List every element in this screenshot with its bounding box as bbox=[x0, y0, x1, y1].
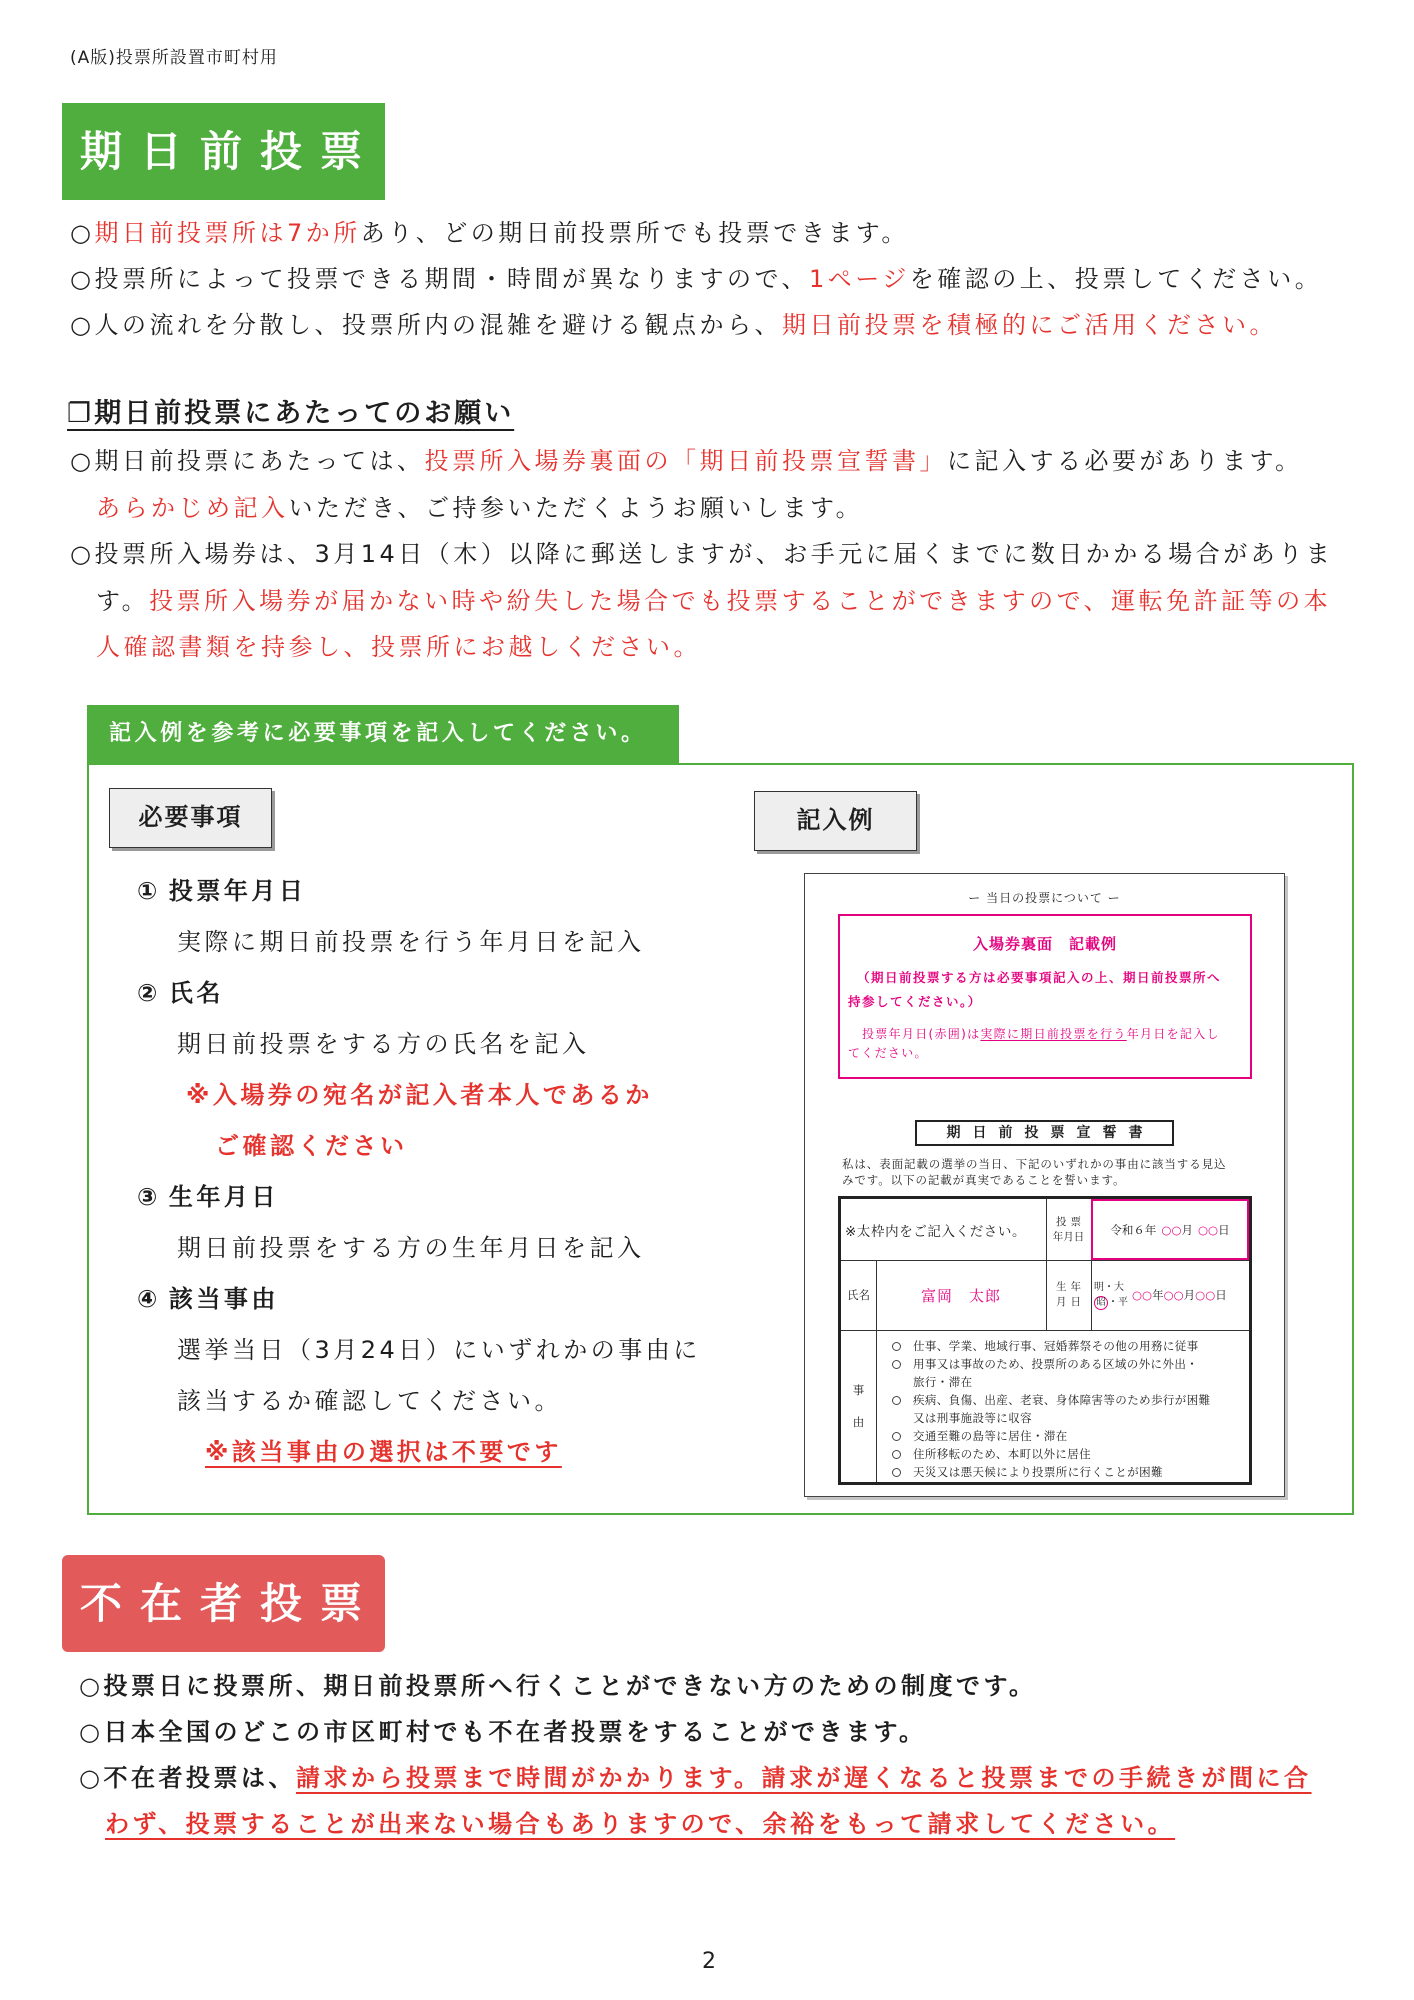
form-instruction: ※太枠内をご記入ください。 bbox=[845, 1223, 1027, 1240]
oath-text-line: みです。以下の記載が真実であることを誓います。 bbox=[842, 1173, 1126, 1187]
vote-date-value bbox=[1091, 1199, 1249, 1260]
option-circle-icon bbox=[892, 1432, 901, 1441]
item-note: ※入場券の宛名が記入者本人であるか bbox=[186, 1081, 653, 1109]
required-items-list bbox=[137, 866, 787, 1478]
reason-text bbox=[913, 1337, 1199, 1355]
sample-notice-box bbox=[838, 914, 1252, 1079]
reason-text-line: 交通至難の島等に居住・滞在 bbox=[913, 1429, 1068, 1443]
absentee-line bbox=[79, 1755, 1312, 1801]
absentee-voting-title: 不在者投票 bbox=[62, 1555, 385, 1652]
reason-option bbox=[892, 1391, 1247, 1427]
highlight-text: あらかじめ記入 bbox=[96, 493, 289, 522]
request-line bbox=[70, 485, 1333, 532]
required-items-label: 必要事項 bbox=[109, 788, 272, 848]
name-value: 富岡 太郎 bbox=[920, 1286, 1001, 1305]
era-option-text: ・平 bbox=[1108, 1297, 1128, 1308]
note-text: 投票年月日(赤囲)は bbox=[862, 1027, 981, 1041]
reason-text bbox=[913, 1391, 1211, 1427]
highlight-text: 期日前投票を積極的にご活用ください。 bbox=[781, 311, 1277, 339]
reason-text-line: 住所移転のため、本町以外に居住 bbox=[913, 1447, 1092, 1461]
reason-text-line: 仕事、学業、地域行事、冠婚葬祭その他の用務に従事 bbox=[913, 1339, 1199, 1353]
highlight-text: 請求から投票まで時間がかかります。請求が遅くなると投票までの手続きが間に合 bbox=[295, 1764, 1312, 1792]
line-text: ○投票所によって投票できる期間・時間が異なりますので、 bbox=[70, 265, 809, 293]
label-line: 生年 bbox=[1056, 1281, 1085, 1293]
reason-option bbox=[892, 1355, 1247, 1391]
year-unit: 年 bbox=[1152, 1288, 1164, 1302]
request-line bbox=[70, 531, 1333, 578]
item-title bbox=[137, 1274, 787, 1325]
line-text: を確認の上、投票してください。 bbox=[909, 265, 1323, 293]
item-description: 選挙当日（3月24日）にいずれかの事由に bbox=[177, 1336, 701, 1364]
item-description: 実際に期日前投票を行う年月日を記入 bbox=[177, 928, 645, 956]
info-line bbox=[70, 210, 1322, 256]
page-number: 2 bbox=[702, 1949, 716, 1974]
month-placeholder: ○○ bbox=[1161, 1222, 1182, 1237]
name-label: 氏名 bbox=[847, 1288, 870, 1302]
sample-ticket-image bbox=[804, 873, 1285, 1497]
absentee-info bbox=[79, 1663, 1312, 1847]
sample-header: ー 当日の投票について ー bbox=[968, 891, 1121, 905]
absentee-line: ○投票日に投票所、期日前投票所へ行くことができない方のための制度です。 bbox=[79, 1672, 1037, 1700]
reason-text bbox=[913, 1427, 1068, 1445]
vote-date-label bbox=[1046, 1199, 1091, 1260]
reason-option bbox=[892, 1463, 1247, 1481]
item-description: 該当するか確認してください。 bbox=[177, 1387, 562, 1415]
absentee-line: ○日本全国のどこの市区町村でも不在者投票をすることができます。 bbox=[79, 1718, 927, 1746]
item-number: ④ bbox=[137, 1285, 161, 1313]
item-note bbox=[137, 1427, 787, 1478]
item-description: 期日前投票をする方の生年月日を記入 bbox=[177, 1234, 645, 1262]
highlight-text: 人確認書類を持参し、投票所にお越しください。 bbox=[96, 633, 701, 661]
reason-text-line: 用事又は事故のため、投票所のある区域の外に外出・ bbox=[913, 1357, 1199, 1371]
guide-tab: 記入例を参考に必要事項を記入してください。 bbox=[87, 705, 679, 763]
option-circle-icon bbox=[892, 1396, 901, 1405]
circled-era: 昭 bbox=[1094, 1296, 1108, 1310]
highlight-text: 期日前投票所は7か所 bbox=[94, 219, 361, 247]
absentee-line bbox=[79, 1801, 1312, 1847]
month-unit: 月 bbox=[1181, 1222, 1193, 1237]
reason-label bbox=[841, 1330, 876, 1482]
highlight-text: 投票所入場券が届かない時や紛失した場合でも投票することができますので、運転免許証等の本 bbox=[149, 586, 1332, 615]
notice-date-note: てください。 bbox=[848, 1046, 928, 1060]
month-placeholder: ○○ bbox=[1163, 1288, 1184, 1302]
item-number: ① bbox=[137, 877, 161, 905]
row-divider bbox=[841, 1330, 1249, 1331]
line-text: ○不在者投票は、 bbox=[79, 1764, 296, 1792]
highlight-text: わず、投票することが出来ない場合もありますので、余裕をもって請求してください。 bbox=[105, 1810, 1176, 1838]
label-char: 事 bbox=[852, 1383, 865, 1397]
line-text: ○投票所入場券は、3月14日（木）以降に郵送しますが、お手元に届くまでに数日かかる場合がありま bbox=[70, 540, 1334, 568]
day-unit: 日 bbox=[1218, 1222, 1230, 1237]
reason-text bbox=[913, 1463, 1163, 1481]
request-line bbox=[70, 578, 1333, 625]
month-unit: 月 bbox=[1183, 1288, 1196, 1302]
highlight-text: 1ページ bbox=[808, 265, 910, 293]
option-circle-icon bbox=[892, 1450, 901, 1459]
line-text: ○人の流れを分散し、投票所内の混雑を避ける観点から、 bbox=[70, 311, 782, 339]
day-unit: 日 bbox=[1215, 1288, 1227, 1302]
era-option-line: 明・大 bbox=[1094, 1282, 1124, 1293]
line-text: ○ bbox=[70, 219, 95, 247]
oath-form-table bbox=[838, 1196, 1252, 1485]
reason-text bbox=[913, 1355, 1198, 1391]
line-text: に記入する必要があります。 bbox=[946, 447, 1303, 475]
line-text: す。 bbox=[96, 586, 150, 615]
year-placeholder: ○○ bbox=[1132, 1288, 1153, 1302]
label-char: 由 bbox=[852, 1415, 865, 1429]
requests-heading: ❐期日前投票にあたってのお願い bbox=[67, 398, 515, 429]
request-line bbox=[70, 438, 1333, 485]
item-title bbox=[137, 1172, 787, 1223]
notice-date-note bbox=[862, 1025, 1220, 1043]
era-options bbox=[1094, 1280, 1128, 1310]
line-text: ○期日前投票にあたっては、 bbox=[70, 447, 425, 475]
item-description: 期日前投票をする方の氏名を記入 bbox=[177, 1030, 590, 1058]
reason-option bbox=[892, 1427, 1247, 1445]
reason-text-line: 旅行・滞在 bbox=[913, 1375, 973, 1389]
item-title-text: 氏名 bbox=[168, 979, 224, 1007]
birth-date-label bbox=[1046, 1260, 1091, 1330]
item-note-text: ※該当事由の選択は不要です bbox=[205, 1438, 562, 1466]
reason-option bbox=[892, 1337, 1247, 1355]
item-note: ご確認ください bbox=[215, 1132, 408, 1160]
note-underlined-text: 実際に期日前投票を行う bbox=[980, 1027, 1127, 1041]
option-circle-icon bbox=[892, 1342, 901, 1351]
requests-info bbox=[70, 438, 1333, 671]
item-title-text: 投票年月日 bbox=[168, 877, 307, 905]
example-label: 記入例 bbox=[754, 791, 917, 851]
era-option-line bbox=[1094, 1295, 1128, 1310]
label-line: 投票 bbox=[1056, 1215, 1085, 1228]
item-title bbox=[137, 866, 787, 917]
info-line bbox=[70, 256, 1322, 302]
item-number: ② bbox=[137, 979, 161, 1007]
label-line: 月日 bbox=[1056, 1296, 1085, 1308]
reason-text bbox=[913, 1445, 1091, 1463]
oath-text-line: 私は、表面記載の選挙の当日、下記のいずれかの事由に該当する見込 bbox=[842, 1157, 1227, 1171]
line-text: いただき、ご持参いただくようお願いします。 bbox=[288, 493, 864, 522]
early-voting-title: 期日前投票 bbox=[62, 103, 385, 200]
highlight-text: 投票所入場券裏面の「期日前投票宣誓書」 bbox=[424, 447, 947, 475]
option-circle-icon bbox=[892, 1360, 901, 1369]
item-number: ③ bbox=[137, 1183, 161, 1211]
line-text: あり、どの期日前投票所でも投票できます。 bbox=[360, 219, 909, 247]
item-title-text: 該当事由 bbox=[168, 1285, 279, 1313]
item-title bbox=[137, 968, 787, 1019]
reason-text-line: 疾病、負傷、出産、老衰、身体障害等のため歩行が困難 bbox=[913, 1393, 1211, 1407]
note-text: 年月日を記入し bbox=[1126, 1027, 1220, 1041]
early-voting-info bbox=[70, 210, 1322, 348]
item-title-text: 生年月日 bbox=[168, 1183, 279, 1211]
option-circle-icon bbox=[892, 1468, 901, 1477]
request-line bbox=[70, 624, 1333, 671]
notice-instruction: （期日前投票する方は必要事項記入の上、期日前投票所へ bbox=[857, 970, 1222, 985]
notice-title: 入場券裏面 記載例 bbox=[972, 935, 1117, 953]
reason-options bbox=[892, 1337, 1247, 1481]
edition-label: (A版)投票所設置市町村用 bbox=[70, 48, 278, 68]
birth-date-value bbox=[1091, 1260, 1249, 1330]
era-year: 令和６年 bbox=[1110, 1222, 1157, 1237]
info-line bbox=[70, 302, 1322, 348]
reason-option bbox=[892, 1445, 1247, 1463]
reason-text-line: 又は刑事施設等に収容 bbox=[913, 1411, 1032, 1425]
day-placeholder: ○○ bbox=[1195, 1288, 1216, 1302]
reason-text-line: 天災又は悪天候により投票所に行くことが困難 bbox=[913, 1465, 1163, 1479]
day-placeholder: ○○ bbox=[1198, 1222, 1219, 1237]
oath-title: 期日前投票宣誓書 bbox=[915, 1120, 1174, 1146]
oath-text bbox=[842, 1156, 1226, 1188]
label-line: 年月日 bbox=[1052, 1230, 1085, 1243]
notice-instruction: 持参してください。） bbox=[848, 994, 982, 1009]
